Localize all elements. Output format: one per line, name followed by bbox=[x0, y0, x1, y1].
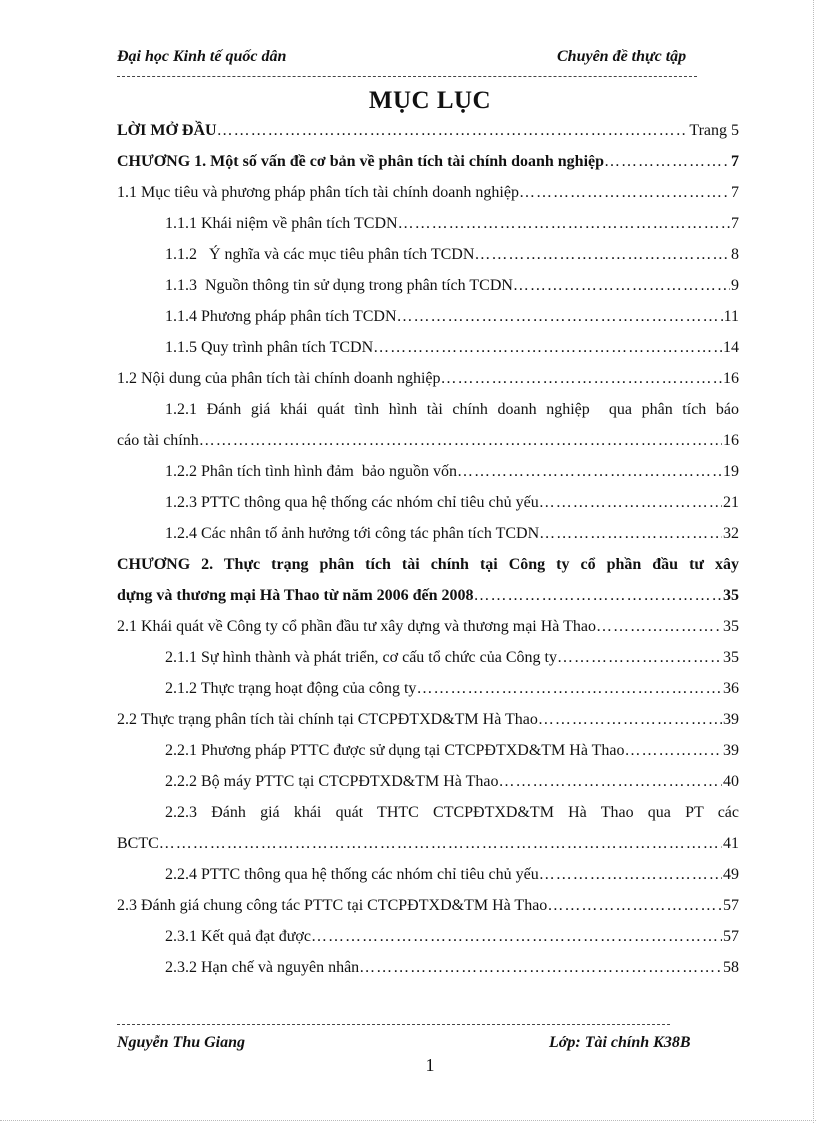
toc-entry-page: 9 bbox=[731, 277, 739, 294]
toc-leader bbox=[359, 952, 722, 983]
toc-entry-title: 2.2.1 Phương pháp PTTC được sử dụng tại CTCPĐTXD&TM Hà Thao bbox=[165, 742, 625, 759]
toc-entry-1-1-5[interactable] bbox=[117, 332, 739, 363]
toc-leader bbox=[373, 332, 722, 363]
toc-entry-page: 19 bbox=[723, 463, 739, 480]
toc-entry-page: 39 bbox=[723, 711, 739, 728]
toc-entry-title: dựng và thương mại Hà Thao từ năm 2006 đến 2008 bbox=[117, 587, 474, 604]
toc-leader bbox=[474, 239, 730, 270]
header-divider bbox=[117, 76, 697, 77]
toc-entry-page: 14 bbox=[723, 339, 739, 356]
toc-entry-1-2[interactable] bbox=[117, 363, 739, 394]
toc-entry-2-3[interactable] bbox=[117, 890, 739, 921]
toc-entry-2-2-3[interactable] bbox=[117, 828, 739, 859]
toc-entry-page: 21 bbox=[723, 494, 739, 511]
toc-entry-page: 49 bbox=[723, 866, 739, 883]
page-edge-right bbox=[813, 0, 814, 1123]
toc-leader bbox=[474, 580, 722, 611]
toc-entry-title: 1.1 Mục tiêu và phương pháp phân tích tài chính doanh nghiệp bbox=[117, 184, 519, 201]
toc-entry-intro[interactable] bbox=[117, 115, 739, 146]
toc-leader bbox=[604, 146, 728, 177]
toc-leader bbox=[397, 301, 723, 332]
toc-entry-page: 36 bbox=[723, 680, 739, 697]
toc-entry-page: 8 bbox=[731, 246, 739, 263]
toc-leader bbox=[539, 518, 722, 549]
toc-entry-2-2-1[interactable] bbox=[117, 735, 739, 766]
toc-entry-page: 40 bbox=[723, 773, 739, 790]
toc-entry-page: 16 bbox=[723, 370, 739, 387]
toc-entry-title: 2.3 Đánh giá chung công tác PTTC tại CTCPĐTXD&TM Hà Thao bbox=[117, 897, 548, 914]
toc-entry-title: 1.2.4 Các nhân tố ảnh hưởng tới công tác phân tích TCDN bbox=[165, 525, 540, 542]
toc-entry-chapter-2[interactable] bbox=[117, 580, 739, 611]
toc-entry-1-1-1[interactable] bbox=[117, 208, 739, 239]
toc-entry-title: 2.1.2 Thực trạng hoạt động của công ty bbox=[165, 680, 417, 697]
footer-divider bbox=[117, 1024, 670, 1025]
toc-entry-1-2-3[interactable] bbox=[117, 487, 739, 518]
toc-leader bbox=[457, 456, 722, 487]
toc-leader bbox=[539, 487, 722, 518]
toc-entry-page: 7 bbox=[731, 184, 739, 201]
toc-leader bbox=[513, 270, 730, 301]
toc-entry-2-2[interactable] bbox=[117, 704, 739, 735]
toc-entry-page: 57 bbox=[723, 928, 739, 945]
toc-leader bbox=[159, 828, 722, 859]
toc-entry-2-2-3-line1[interactable]: 2.2.3 Đánh giá khái quát THTC CTCPĐTXD&TM Hà Thao qua PT các bbox=[165, 804, 739, 821]
toc-entry-1-1[interactable] bbox=[117, 177, 739, 208]
toc-entry-title: 2.1.1 Sự hình thành và phát triển, cơ cấu tổ chức của Công ty bbox=[165, 649, 557, 666]
toc-entry-page: 35 bbox=[723, 618, 739, 635]
toc-entry-page: 7 bbox=[731, 215, 739, 232]
toc-entry-page: 7 bbox=[731, 153, 739, 170]
toc-entry-1-2-2[interactable] bbox=[117, 456, 739, 487]
toc-entry-title: 1.1.5 Quy trình phân tích TCDN bbox=[165, 339, 374, 356]
toc-leader bbox=[311, 921, 722, 952]
toc-entry-title: 1.1.2 Ý nghĩa và các mục tiêu phân tích TCDN bbox=[165, 246, 475, 263]
toc-entry-title: LỜI MỞ ĐẦU bbox=[117, 122, 217, 139]
toc-entry-title: cáo tài chính bbox=[117, 432, 199, 449]
header-university: Đại học Kinh tế quốc dân bbox=[117, 48, 287, 65]
toc-entry-page: 57 bbox=[723, 897, 739, 914]
toc-entry-1-1-3[interactable] bbox=[117, 270, 739, 301]
toc-entry-title: 2.3.1 Kết quả đạt được bbox=[165, 928, 311, 945]
toc-leader bbox=[547, 890, 722, 921]
toc-entry-title: 2.1 Khái quát về Công ty cổ phần đầu tư xây dựng và thương mại Hà Thao bbox=[117, 618, 596, 635]
toc-entry-page: 16 bbox=[723, 432, 739, 449]
toc-entry-2-3-1[interactable] bbox=[117, 921, 739, 952]
toc-leader bbox=[199, 425, 722, 456]
toc-entry-page: Trang 5 bbox=[689, 122, 739, 139]
toc-entry-title: 1.1.3 Nguồn thông tin sử dụng trong phân tích TCDN bbox=[165, 277, 513, 294]
toc-entry-1-1-4[interactable] bbox=[117, 301, 739, 332]
toc-leader bbox=[519, 177, 730, 208]
toc-entry-2-1[interactable] bbox=[117, 611, 739, 642]
page-number: 1 bbox=[425, 1055, 435, 1075]
toc-entry-title: BCTC bbox=[117, 835, 159, 852]
toc-entry-page: 35 bbox=[723, 649, 739, 666]
toc-entry-2-1-1[interactable] bbox=[117, 642, 739, 673]
toc-entry-1-2-1-line1[interactable]: 1.2.1 Đánh giá khái quát tình hình tài chính doanh nghiệp qua phân tích báo bbox=[165, 401, 739, 418]
toc-entry-1-1-2[interactable] bbox=[117, 239, 739, 270]
toc-title: MỤC LỤC bbox=[368, 87, 492, 114]
toc-entry-title: CHƯƠNG 1. Một số vấn đề cơ bản về phân tích tài chính doanh nghiệp bbox=[117, 153, 605, 170]
footer-author: Nguyễn Thu Giang bbox=[117, 1034, 246, 1051]
toc-entry-2-3-2[interactable] bbox=[117, 952, 739, 983]
toc-entry-page: 11 bbox=[723, 308, 739, 325]
toc-leader bbox=[498, 766, 722, 797]
toc-entry-title: 2.2 Thực trạng phân tích tài chính tại CTCPĐTXD&TM Hà Thao bbox=[117, 711, 538, 728]
toc-entry-title: 1.2 Nội dung của phân tích tài chính doanh nghiệp bbox=[117, 370, 441, 387]
toc-leader bbox=[538, 704, 722, 735]
toc-entry-title: 2.3.2 Hạn chế và nguyên nhân bbox=[165, 959, 360, 976]
toc-entry-title: 1.2.2 Phân tích tình hình đảm bảo nguồn vốn bbox=[165, 463, 457, 480]
toc-entry-title: 1.1.1 Khái niệm về phân tích TCDN bbox=[165, 215, 398, 232]
table-of-contents bbox=[117, 115, 739, 983]
toc-entry-page: 32 bbox=[723, 525, 739, 542]
toc-entry-page: 58 bbox=[723, 959, 739, 976]
toc-leader bbox=[596, 611, 722, 642]
toc-leader bbox=[416, 673, 722, 704]
toc-entry-title: 1.2.3 PTTC thông qua hệ thống các nhóm chỉ tiêu chủ yếu bbox=[165, 494, 539, 511]
toc-leader bbox=[557, 642, 722, 673]
toc-leader bbox=[217, 115, 687, 146]
toc-entry-chapter-1[interactable] bbox=[117, 146, 739, 177]
footer-class: Lớp: Tài chính K38B bbox=[549, 1034, 691, 1051]
toc-entry-title: 2.2.4 PTTC thông qua hệ thống các nhóm chỉ tiêu chủ yếu bbox=[165, 866, 539, 883]
toc-leader bbox=[440, 363, 722, 394]
toc-entry-page: 39 bbox=[723, 742, 739, 759]
toc-entry-1-2-4[interactable] bbox=[117, 518, 739, 549]
page-edge-bottom bbox=[0, 1120, 816, 1121]
toc-leader bbox=[539, 859, 722, 890]
toc-entry-title: 1.1.4 Phương pháp phân tích TCDN bbox=[165, 308, 397, 325]
toc-entry-chapter-2-line1[interactable]: CHƯƠNG 2. Thực trạng phân tích tài chính tại Công ty cổ phần đầu tư xây bbox=[117, 556, 739, 573]
toc-entry-2-2-2[interactable] bbox=[117, 766, 739, 797]
toc-entry-page: 35 bbox=[723, 587, 739, 604]
toc-leader bbox=[398, 208, 730, 239]
toc-entry-1-2-1[interactable] bbox=[117, 425, 739, 456]
toc-entry-2-2-4[interactable] bbox=[117, 859, 739, 890]
toc-entry-title: 2.2.2 Bộ máy PTTC tại CTCPĐTXD&TM Hà Thao bbox=[165, 773, 499, 790]
toc-leader bbox=[625, 735, 722, 766]
toc-entry-2-1-2[interactable] bbox=[117, 673, 739, 704]
toc-entry-page: 41 bbox=[723, 835, 739, 852]
header-report-type: Chuyên đề thực tập bbox=[557, 48, 687, 65]
